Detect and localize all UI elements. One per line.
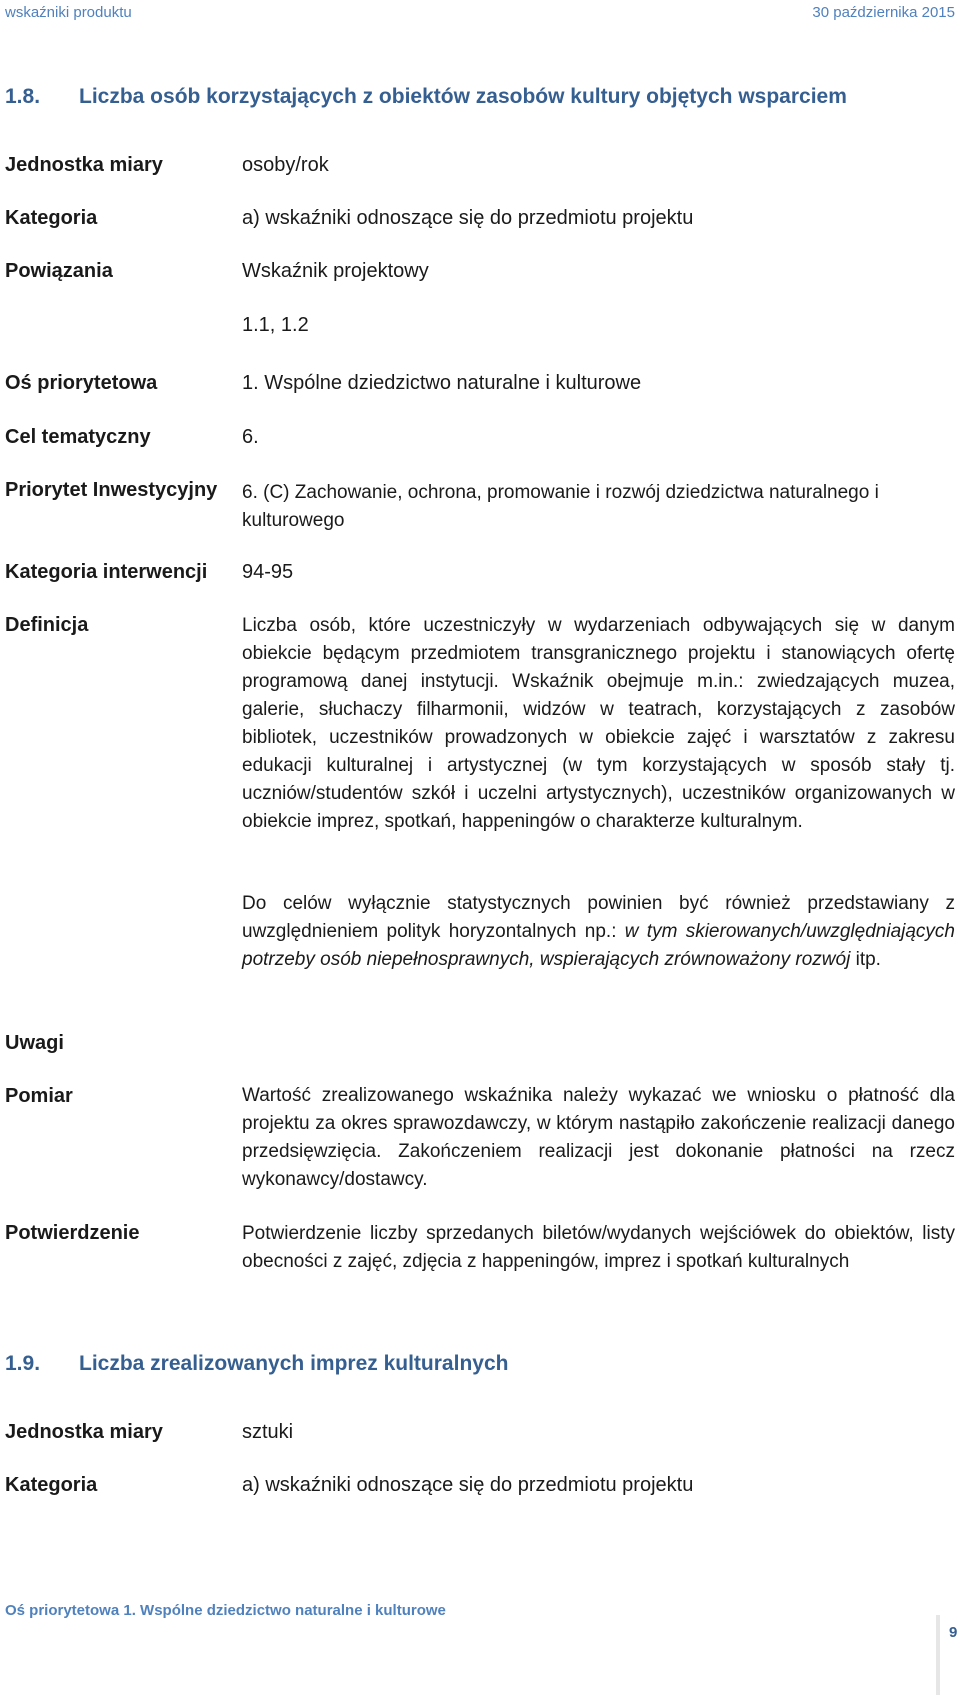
cel-tematyczny-label: Cel tematyczny [5, 426, 151, 448]
potwierdzenie-text: Potwierdzenie liczby sprzedanych biletów/wydanych wejściówek do obiektów, listy obecności z zajęć, zdjęcia z happeningów, imprez i spotkań kulturalnych [242, 1223, 955, 1272]
jednostka-value-1-9: sztuki [242, 1421, 294, 1443]
definicja-note-start: Do celów wyłącznie statystycznych powinien być również przedstawiany z uwzględnieniem polityk horyzontalnych np.: [242, 893, 955, 942]
jednostka-label: Jednostka miary [5, 154, 163, 176]
section-1-9-number: 1.9. [5, 1352, 41, 1375]
kategoria-label: Kategoria [5, 207, 98, 229]
page-number: 9 [949, 1624, 958, 1641]
header-left: wskaźniki produktu [5, 4, 132, 21]
uwagi-label: Uwagi [5, 1032, 64, 1054]
priorytet-label: Priorytet Inwestycyjny [5, 479, 218, 501]
definicja-label: Definicja [5, 614, 89, 636]
jednostka-value: osoby/rok [242, 154, 329, 176]
definicja-note [242, 890, 955, 974]
section-1-9-title: Liczba zrealizowanych imprez kulturalnych [79, 1352, 509, 1375]
powiazania-label: Powiązania [5, 260, 113, 282]
os-priorytetowa-label: Oś priorytetowa [5, 372, 158, 394]
priorytet-value: 6. (C) Zachowanie, ochrona, promowanie i rozwój dziedzictwa naturalnego i kulturowego [242, 482, 879, 531]
header-right-date: 30 października 2015 [812, 4, 955, 21]
definicja-text: Liczba osób, które uczestniczyły w wydarzeniach odbywających się w danym obiekcie będącym przedmiotem transgranicznego projektu i stanowiących ofertę programową danej instytucji. Wskaźnik obejmuje m.in.: zwiedzających muzea, galerie, słuchaczy filharmonii, widzów w teatrach, korzystających z zasobów bibliotek, uczestników prowadzonych w obiekcie zajęć i warsztatów z zakresu edukacji kulturalnej i artystycznej (w tym korzystających w sposób stały tj. uczniów/studentów szkół i uczelni artystycznych), uczestników organizowanych w obiekcie imprez, spotkań, happeningów o charakterze kulturalnym. [242, 615, 955, 832]
kategoria-interwencji-label: Kategoria interwencji [5, 561, 208, 583]
pomiar-label: Pomiar [5, 1085, 73, 1107]
definicja-note-end: itp. [850, 949, 881, 970]
kategoria-value: a) wskaźniki odnoszące się do przedmiotu projektu [242, 207, 694, 229]
potwierdzenie-label: Potwierdzenie [5, 1222, 140, 1244]
definicja-note-italic: w tym skierowanych/uwzględniających potrzeby osób niepełnosprawnych, wspierających zrównoważony rozwój [242, 921, 955, 970]
os-priorytetowa-value: 1. Wspólne dziedzictwo naturalne i kulturowe [242, 372, 642, 394]
section-1-8-title: Liczba osób korzystających z obiektów zasobów kultury objętych wsparciem [79, 85, 847, 108]
jednostka-label-1-9: Jednostka miary [5, 1421, 163, 1443]
powiazania-value-2: 1.1, 1.2 [242, 314, 309, 336]
footer-text: Oś priorytetowa 1. Wspólne dziedzictwo naturalne i kulturowe [5, 1602, 446, 1619]
powiazania-value-1: Wskaźnik projektowy [242, 260, 429, 282]
pomiar-text: Wartość zrealizowanego wskaźnika należy wykazać we wniosku o płatność dla projektu za okres sprawozdawczy, w którym nastąpiło zakończenie realizacji danego przedsięwzięcia. Zakończeniem realizacji jest dokonanie płatności na rzecz wykonawcy/dostawcy. [242, 1085, 955, 1190]
kategoria-interwencji-value: 94-95 [242, 561, 294, 583]
section-1-8-number: 1.8. [5, 85, 41, 108]
cel-tematyczny-value: 6. [242, 426, 259, 448]
kategoria-label-1-9: Kategoria [5, 1474, 98, 1496]
page-number-bar [936, 1615, 940, 1695]
kategoria-value-1-9: a) wskaźniki odnoszące się do przedmiotu projektu [242, 1474, 694, 1496]
